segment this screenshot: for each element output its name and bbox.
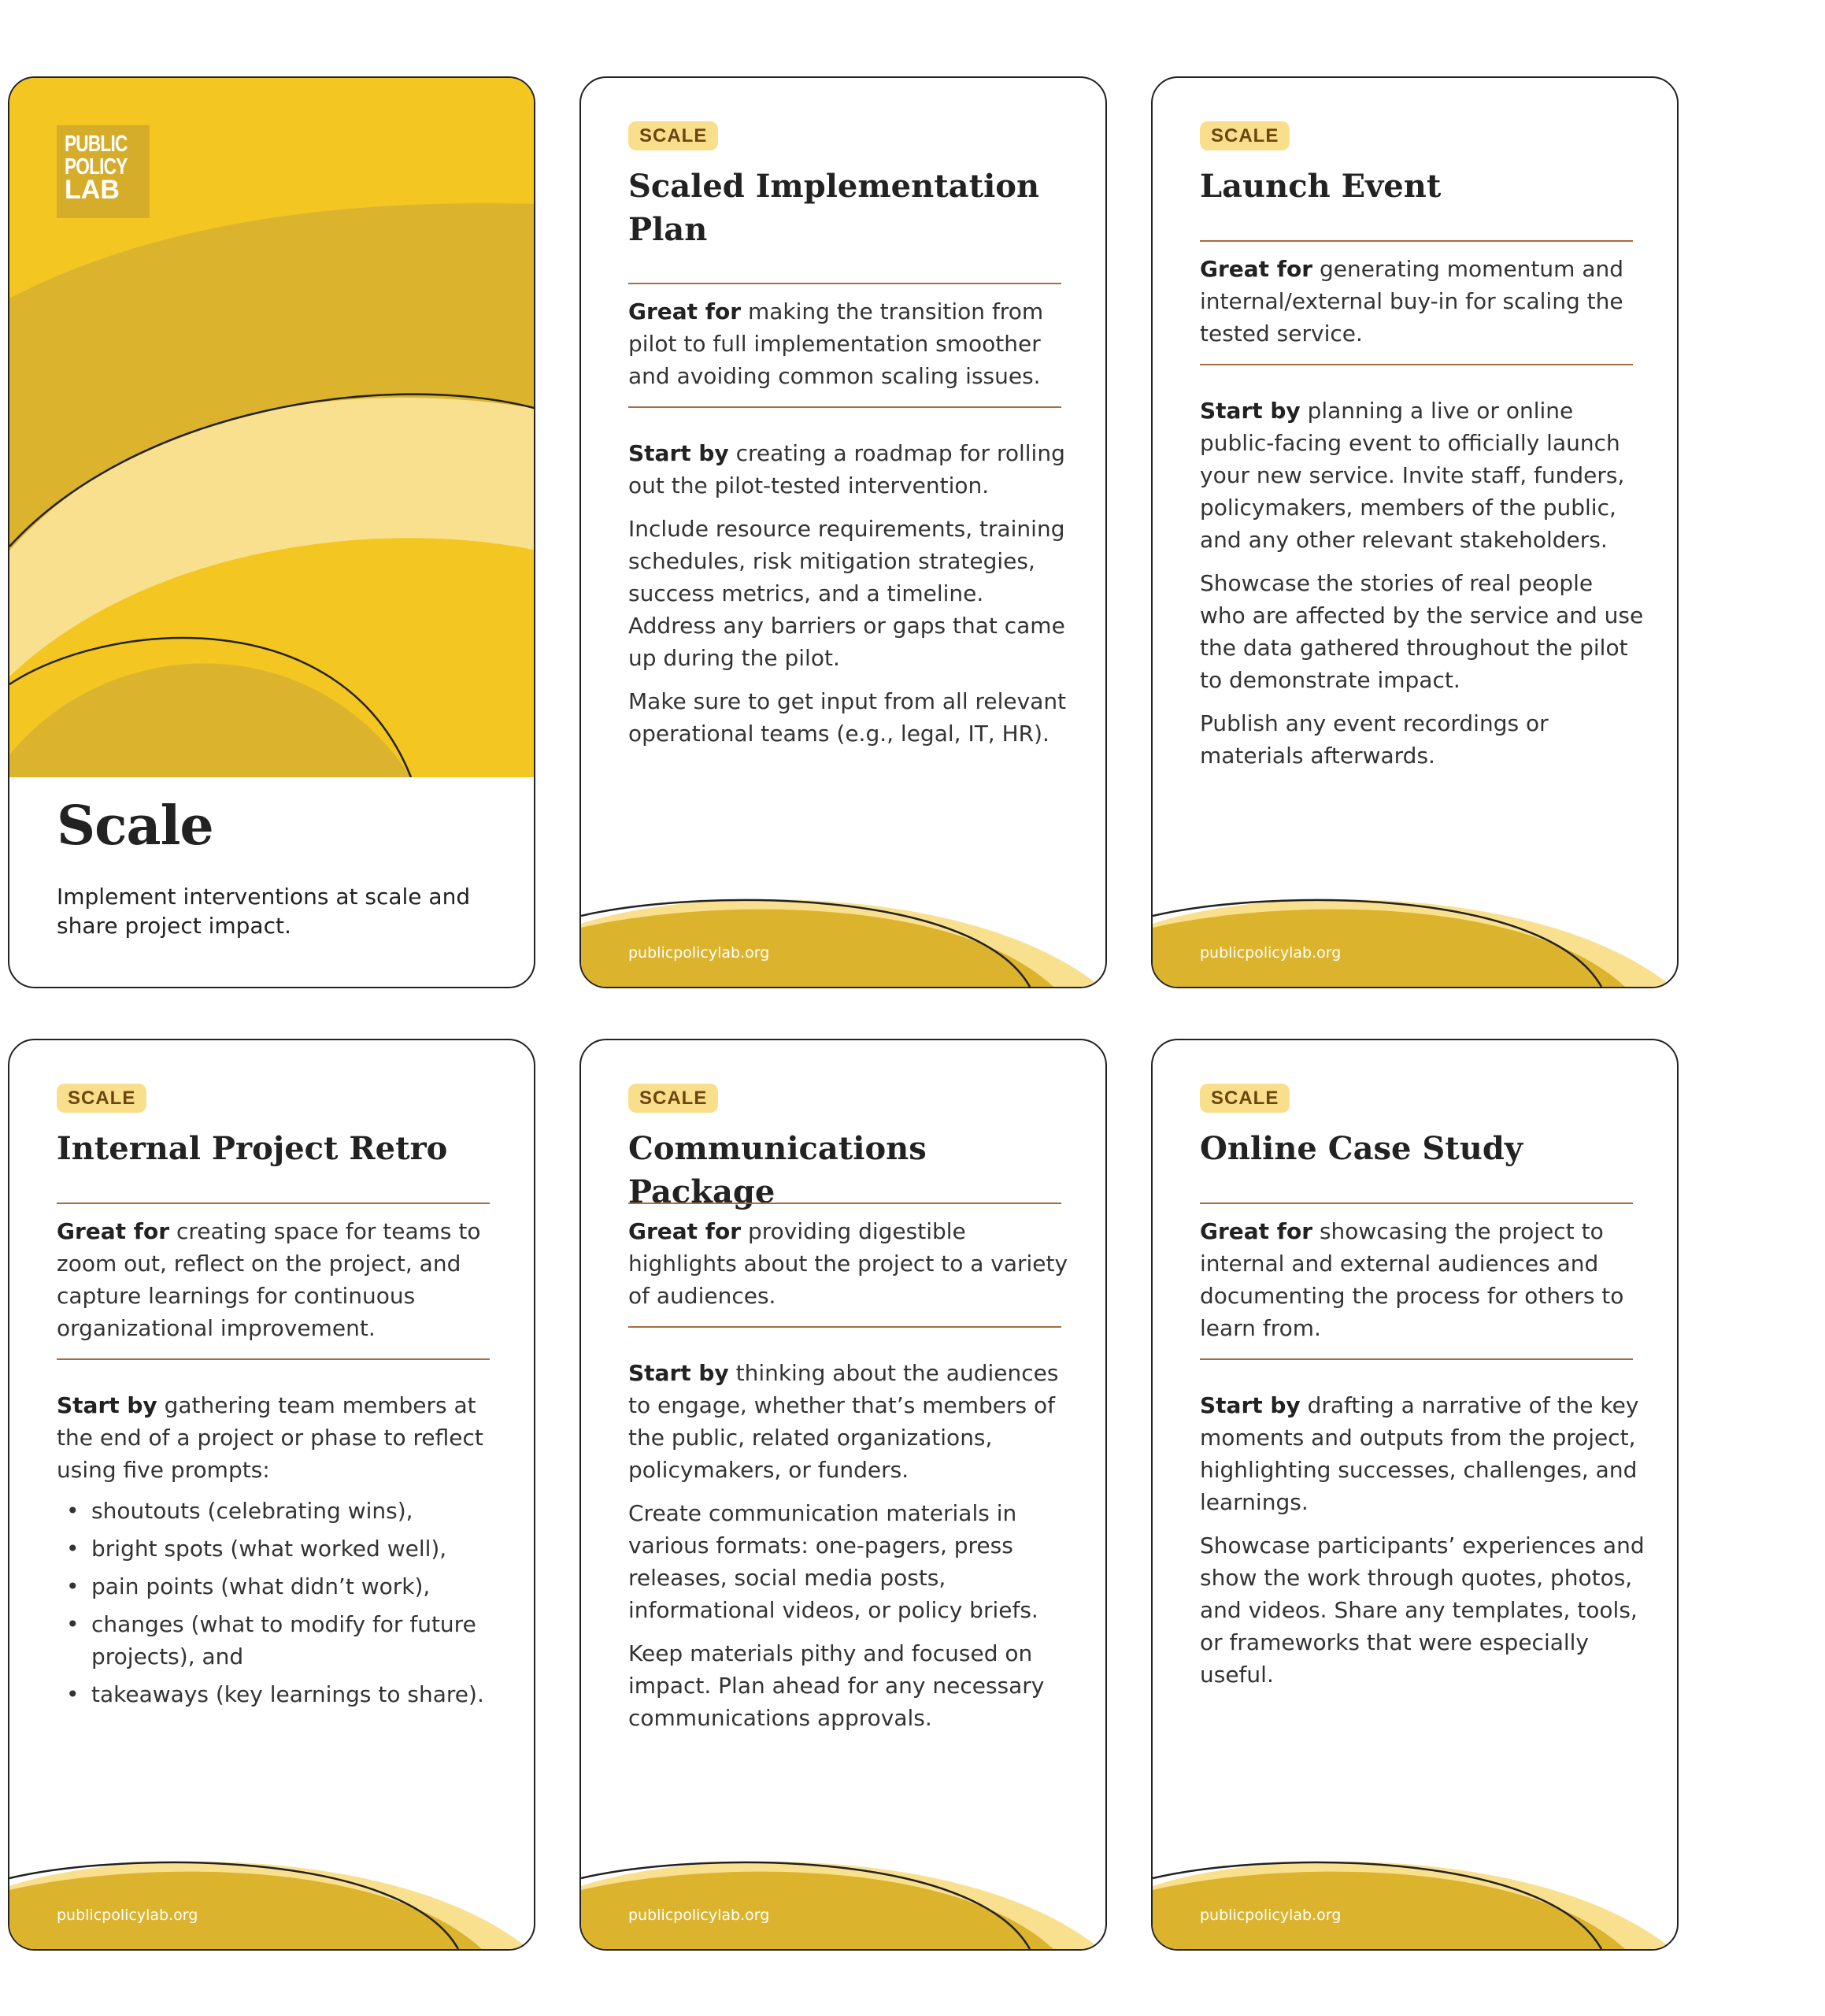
body-paragraph: Include resource requirements, training schedules, risk mitigation strategies, success metrics, and a timeline. Address any barriers or gaps that came up during the pilot.	[628, 516, 1065, 671]
card-title: Online Case Study	[1200, 1130, 1523, 1167]
body-paragraph: Showcase participants’ experiences and show the work through quotes, photos, and videos. Share any templates, tools, or frameworks that were especially useful.	[1200, 1532, 1645, 1688]
footer-url: publicpolicylab.org	[1200, 1907, 1342, 1924]
great-for-text: Great for generating momentum and internal/external buy-in for scaling the tested service.	[1200, 256, 1623, 346]
footer-wave	[1153, 1855, 1679, 1949]
card-title: Launch Event	[1200, 168, 1442, 205]
logo-line-2: POLICY	[65, 154, 128, 180]
divider	[628, 1203, 1061, 1204]
footer-wave	[581, 892, 1107, 987]
cover-subtitle: Implement interventions at scale and share project impact.	[57, 884, 471, 939]
activity-card-internal-project-retro	[8, 1039, 535, 1951]
footer-wave	[581, 1855, 1107, 1949]
card-title: Communications Package	[628, 1130, 927, 1210]
body-paragraph: Publish any event recordings or materials afterwards.	[1200, 710, 1549, 769]
divider	[1200, 1203, 1633, 1204]
start-by-text: Start by gathering team members at the end of a project or phase to reflect using five prompts:	[57, 1392, 483, 1483]
logo-line-3: LAB	[65, 175, 120, 205]
great-for-text: Great for creating space for teams to zoom out, reflect on the project, and capture learnings for continuous organizational improvement.	[57, 1218, 481, 1341]
body-paragraph: Keep materials pithy and focused on impact. Plan ahead for any necessary communications approvals.	[628, 1640, 1045, 1731]
start-by-text: Start by drafting a narrative of the key moments and outputs from the project, highlighting successes, challenges, and learnings.	[1200, 1392, 1639, 1515]
list-item: • bright spots (what worked well),	[66, 1536, 447, 1562]
logo-line-1: PUBLIC	[65, 132, 128, 157]
body-paragraph: Showcase the stories of real people who are affected by the service and use the data gathered throughout the pilot to demonstrate impact.	[1200, 570, 1644, 693]
list-item: • pain points (what didn’t work),	[66, 1573, 431, 1599]
divider	[1200, 364, 1633, 365]
category-badge: SCALE	[57, 1084, 146, 1113]
category-badge: SCALE	[1200, 121, 1290, 150]
public-policy-lab-logo	[57, 125, 150, 218]
footer-url: publicpolicylab.org	[628, 1907, 770, 1924]
great-for-text: Great for providing digestible highlights about the project to a variety of audiences.	[628, 1218, 1068, 1309]
footer-url: publicpolicylab.org	[1200, 944, 1342, 962]
divider	[628, 1326, 1061, 1328]
list-item: • shoutouts (celebrating wins),	[66, 1498, 413, 1524]
cover-title: Scale	[57, 795, 213, 858]
prompt-list	[57, 1495, 502, 1716]
body-paragraph: Create communication materials in various formats: one-pagers, press releases, social media posts, informational videos, or policy briefs.	[628, 1500, 1038, 1623]
category-badge: SCALE	[1200, 1084, 1290, 1113]
start-by-text: Start by planning a live or online public-facing event to officially launch your new service. Invite staff, funders, policymakers, members of the public, and any other relevant stakeholders.	[1200, 398, 1625, 553]
category-badge: SCALE	[628, 1084, 718, 1113]
card-title: Scaled Implementation Plan	[628, 168, 1040, 248]
divider	[1200, 1358, 1633, 1360]
great-for-text: Great for showcasing the project to internal and external audiences and documenting the process for others to learn from.	[1200, 1218, 1624, 1341]
list-item: • takeaways (key learnings to share).	[66, 1681, 484, 1707]
start-by-text: Start by thinking about the audiences to engage, whether that’s members of the public, related organizations, policymakers, or funders.	[628, 1360, 1059, 1483]
divider	[628, 406, 1061, 408]
footer-wave	[9, 1855, 535, 1949]
activity-card-scaled-implementation-plan	[579, 76, 1107, 988]
card-title: Internal Project Retro	[57, 1130, 448, 1167]
list-item: • changes (what to modify for future projects), and	[66, 1611, 476, 1670]
divider	[628, 283, 1061, 284]
category-badge: SCALE	[628, 121, 718, 150]
great-for-text: Great for making the transition from pilot to full implementation smoother and avoiding common scaling issues.	[628, 298, 1044, 389]
footer-url: publicpolicylab.org	[57, 1907, 198, 1924]
divider	[57, 1358, 490, 1360]
activity-card-launch-event	[1151, 76, 1679, 988]
divider	[1200, 240, 1633, 242]
start-by-text: Start by creating a roadmap for rolling out the pilot-tested intervention.	[628, 440, 1065, 498]
cover-card	[8, 76, 535, 988]
activity-card-online-case-study	[1151, 1039, 1679, 1951]
divider	[57, 1203, 490, 1204]
body-paragraph: Make sure to get input from all relevant operational teams (e.g., legal, IT, HR).	[628, 688, 1067, 747]
footer-wave	[1153, 892, 1679, 987]
footer-url: publicpolicylab.org	[628, 944, 770, 962]
activity-card-communications-package	[579, 1039, 1107, 1951]
